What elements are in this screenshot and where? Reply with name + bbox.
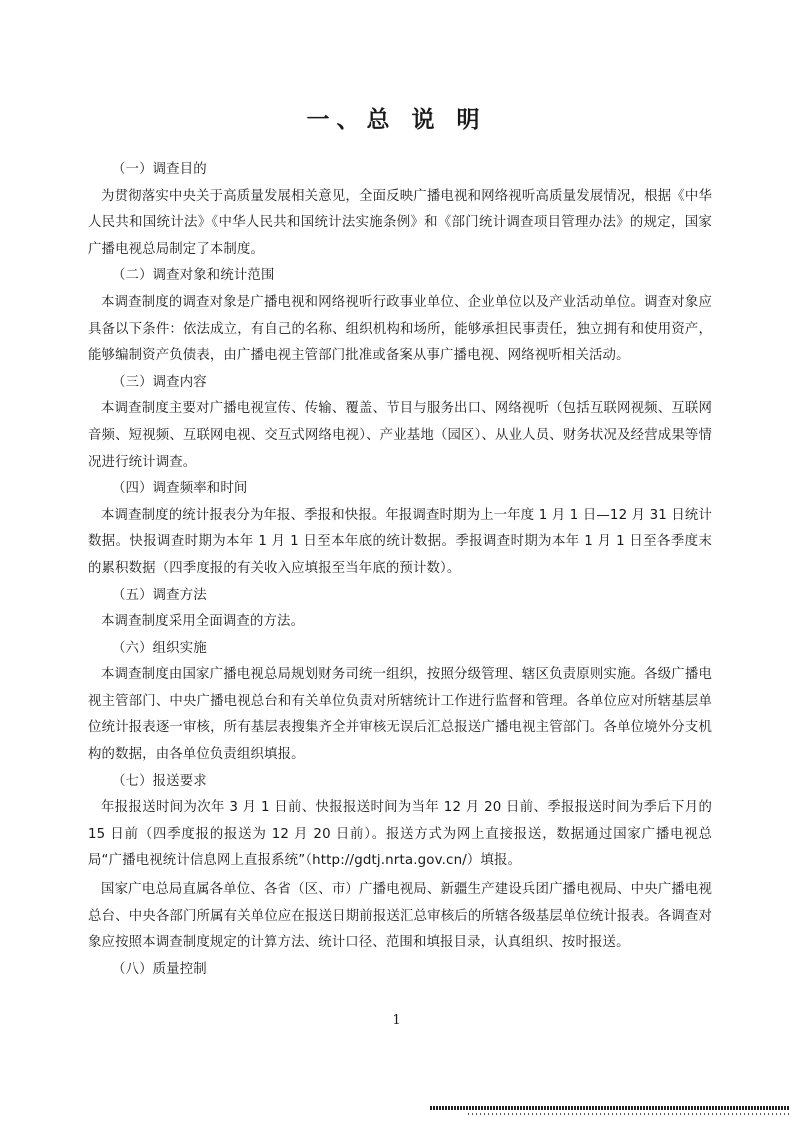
section-frequency xyxy=(88,476,712,582)
section-heading: （七）报送要求 xyxy=(112,773,207,789)
section-paragraph: 为贯彻落实中央关于高质量发展相关意见，全面反映广播电视和网络视听高质量发展情况，根据《中华人民共和国统计法》《中华人民共和国统计法实施条例》和《部门统计调查项目管理办法》的规定，国家广播电视总局制定了本制度。 xyxy=(88,188,712,257)
section-heading: （六）组织实施 xyxy=(112,640,207,656)
section-heading: （三）调查内容 xyxy=(112,374,207,390)
scan-edge-mark xyxy=(430,1106,790,1110)
section-heading: （四）调查频率和时间 xyxy=(112,481,248,497)
section-paragraph: 年报报送时间为次年 3 月 1 日前、快报报送时间为当年 12 月 20 日前、季报报送时间为季后下月的 15 日前（四季度报的报送为 12 月 20 日前）。报送方式为网上直接报送，数据通过国家广播电视总局“广播电视统计信息网上直报系统”（http://gdtj.nrta.gov.cn/）填报。 xyxy=(88,800,712,869)
section-quality-control xyxy=(88,957,712,984)
section-heading: （八）质量控制 xyxy=(112,961,207,977)
section-submission xyxy=(88,769,712,957)
page-number: 1 xyxy=(392,1013,401,1028)
section-scope xyxy=(88,263,712,369)
section-paragraph: 国家广电总局直属各单位、各省（区、市）广播电视局、新疆生产建设兵团广播电视局、中央广播电视总台、中央各部门所属有关单位应在报送日期前报送汇总审核后的所辖各级基层单位统计报表。各调查对象应按照本调查制度规定的计算方法、统计口径、范围和填报目录，认真组织、按时报送。 xyxy=(88,882,712,951)
scan-edge-mark xyxy=(468,1113,790,1115)
section-purpose xyxy=(88,157,712,263)
page-title: 一、总 说 明 xyxy=(306,107,487,133)
section-heading: （五）调查方法 xyxy=(112,587,207,603)
section-method xyxy=(88,583,712,636)
section-heading: （一）调查目的 xyxy=(112,162,207,177)
section-paragraph: 本调查制度由国家广播电视总局规划财务司统一组织，按照分级管理、辖区负责原则实施。各级广播电视主管部门、中央广播电视总台和有关单位负责对所辖统计工作进行监督和管理。各单位应对所辖基层单位统计报表逐一审核，所有基层表搜集齐全并审核无误后汇总报送广播电视主管部门。各单位境外分支机构的数据，由各单位负责组织填报。 xyxy=(88,667,712,763)
section-paragraph: 本调查制度的统计报表分为年报、季报和快报。年报调查时期为上一年度 1 月 1 日—12 月 31 日统计数据。快报调查时期为本年 1 月 1 日至本年底的统计数据。季报调查时期为本年 1 月 1 日至各季度末的累积数据（四季度报的有关收入应填报至当年底的预计数）。 xyxy=(88,507,712,576)
section-paragraph: 本调查制度的调查对象是广播电视和网络视听行政事业单位、企业单位以及产业活动单位。调查对象应具备以下条件：依法成立，有自己的名称、组织机构和场所，能够承担民事责任，独立拥有和使用资产，能够编制资产负债表，由广播电视主管部门批准或备案从事广播电视、网络视听相关活动。 xyxy=(88,294,712,364)
document-body xyxy=(88,157,712,983)
section-paragraph: 本调查制度采用全面调查的方法。 xyxy=(101,614,305,630)
section-organization xyxy=(88,636,712,769)
section-paragraph: 本调查制度主要对广播电视宣传、传输、覆盖、节目与服务出口、网络视听（包括互联网视频、互联网音频、短视频、互联网电视、交互式网络电视）、产业基地（园区）、从业人员、财务状况及经营成果等情况进行统计调查。 xyxy=(88,401,712,470)
section-heading: （二）调查对象和统计范围 xyxy=(112,268,275,284)
section-content xyxy=(88,370,712,476)
